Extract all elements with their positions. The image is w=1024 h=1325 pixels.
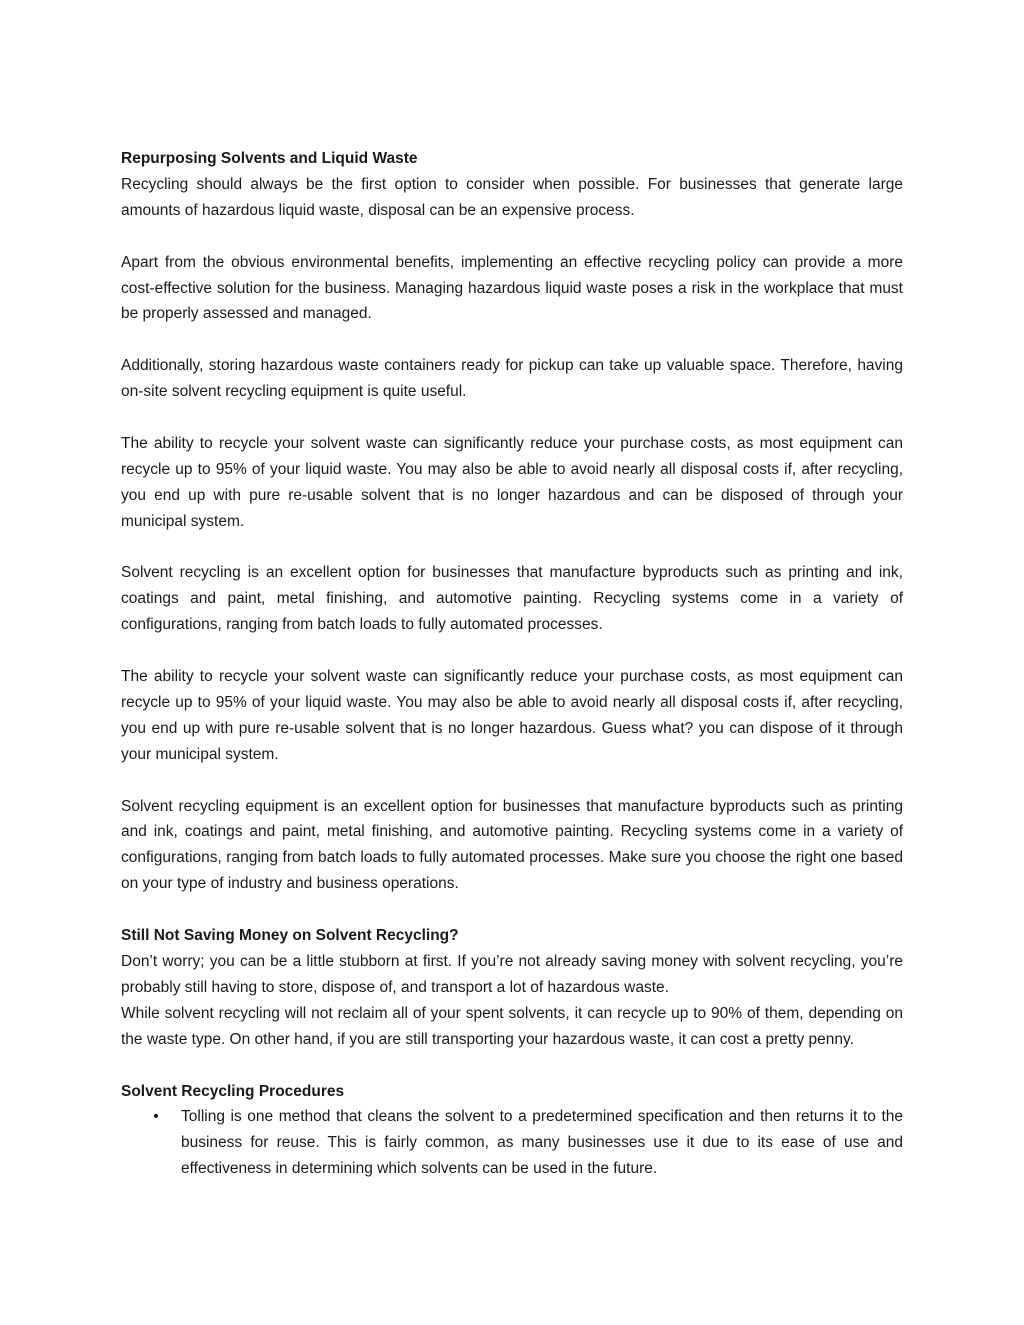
paragraph-spacer	[121, 224, 903, 250]
paragraph-spacer	[121, 897, 903, 923]
paragraph: Solvent recycling is an excellent option for businesses that manufacture byproducts such as printing and ink, coatings and paint, metal finishing, and automotive painting. Recycling systems come in a variety of configurations, ranging from batch loads to fully automated processes.	[121, 564, 903, 634]
paragraph-spacer	[121, 768, 903, 794]
section-heading-procedures: Solvent Recycling Procedures	[121, 1082, 345, 1100]
list-item	[121, 1104, 903, 1182]
paragraph: Recycling should always be the first option to consider when possible. For businesses that generate large amounts of hazardous liquid waste, disposal can be an expensive process.	[121, 175, 903, 219]
section-heading-repurposing: Repurposing Solvents and Liquid Waste	[121, 150, 418, 167]
paragraph: Don’t worry; you can be a little stubborn at first. If you’re not already saving money with solvent recycling, you’re probably still having to store, dispose of, and transport a lot of hazardous waste.	[121, 952, 903, 996]
paragraph: Additionally, storing hazardous waste containers ready for pickup can take up valuable space. Therefore, having on-site solvent recycling equipment is quite useful.	[121, 357, 903, 401]
paragraph-spacer	[121, 327, 903, 353]
paragraph-spacer	[121, 1053, 903, 1079]
paragraph: Apart from the obvious environmental benefits, implementing an effective recycling policy can provide a more cost-effective solution for the business. Managing hazardous liquid waste poses a risk in the workplace that must be properly assessed and managed.	[121, 253, 903, 323]
bullet-list	[121, 1104, 903, 1182]
paragraph-spacer	[121, 535, 903, 561]
bullet-icon: •	[153, 1108, 159, 1126]
document-page	[121, 146, 903, 1182]
paragraph-spacer	[121, 405, 903, 431]
section-heading-still-not-saving: Still Not Saving Money on Solvent Recycling?	[121, 927, 459, 945]
paragraph: The ability to recycle your solvent waste can significantly reduce your purchase costs, as most equipment can recycle up to 95% of your liquid waste. You may also be able to avoid nearly all disposal costs if, after recycling, you end up with pure re-usable solvent that is no longer hazardous and can be disposed of through your municipal system.	[121, 434, 903, 530]
paragraph: While solvent recycling will not reclaim all of your spent solvents, it can recycle up to 90% of them, depending on the waste type. On other hand, if you are still transporting your hazardous waste, it can cost a pretty penny.	[121, 1004, 903, 1048]
paragraph-spacer	[121, 638, 903, 664]
list-item-text: Tolling is one method that cleans the solvent to a predetermined specification and then returns it to the business for reuse. This is fairly common, as many businesses use it due to its ease of use and effectiveness in determining which solvents can be used in the future.	[181, 1108, 903, 1178]
paragraph: The ability to recycle your solvent waste can significantly reduce your purchase costs, as most equipment can recycle up to 95% of your liquid waste. You may also be able to avoid nearly all disposal costs if, after recycling, you end up with pure re-usable solvent that is no longer hazardous. Guess what? you can dispose of it through your municipal system.	[121, 668, 903, 763]
paragraph: Solvent recycling equipment is an excellent option for businesses that manufacture byproducts such as printing and ink, coatings and paint, metal finishing, and automotive painting. Recycling systems come in a variety of configurations, ranging from batch loads to fully automated processes. Make sure you choose the right one based on your type of industry and business operations.	[121, 797, 903, 893]
